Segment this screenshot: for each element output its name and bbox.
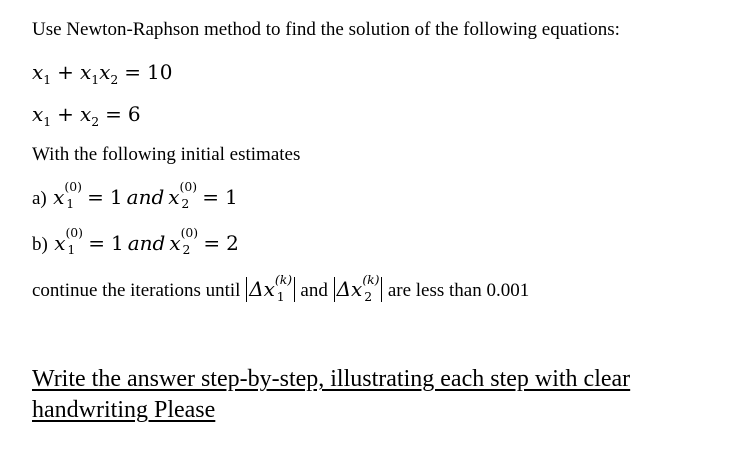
estimate-b-x1-sup: (0) xyxy=(65,224,84,240)
estimate-a-val2: 1 xyxy=(225,185,238,209)
intro-text xyxy=(32,19,620,42)
estimate-a-and: and xyxy=(126,185,165,209)
estimate-b-eq1: = xyxy=(88,231,105,255)
estimate-a-x1-var: x xyxy=(53,185,65,209)
estimate-b-x2-indices xyxy=(180,224,199,258)
estimate-a-x1-sub: 1 xyxy=(66,196,75,212)
estimate-a-x1-indices xyxy=(64,178,82,212)
eq2-plus: + xyxy=(57,102,74,126)
eq1-x1-sub: 1 xyxy=(43,71,52,87)
estimate-b-x2-sub: 2 xyxy=(182,242,191,258)
estimate-b-val2: 2 xyxy=(226,231,239,255)
estimate-a-val1: 1 xyxy=(109,185,123,209)
eq2-rhs: 6 xyxy=(127,102,141,126)
estimate-b-eq2: = xyxy=(203,231,221,255)
eq2-x1-var: x xyxy=(32,102,44,126)
intro-label: Use Newton-Raphson method to find the solution of the following equations: xyxy=(32,19,620,40)
estimate-b xyxy=(32,224,239,258)
estimate-a-x2-sub: 2 xyxy=(181,196,190,212)
eq2-equals: = xyxy=(105,102,122,126)
instruction-block xyxy=(32,364,712,426)
estimate-a-x2-sup: (0) xyxy=(179,178,198,194)
estimate-a-x1-sup: (0) xyxy=(64,178,82,194)
eq2-x2-sub: 2 xyxy=(91,113,100,129)
estimate-b-and: and xyxy=(127,231,166,255)
eq1-plus: + xyxy=(57,60,74,84)
delta-x2-sup: (k) xyxy=(362,271,380,287)
delta-x1-abs xyxy=(246,271,294,305)
estimate-b-x1-indices xyxy=(65,224,84,258)
stop-condition xyxy=(32,271,530,305)
estimate-a xyxy=(32,178,238,212)
stop-condition-suffix: are less than 0.001 xyxy=(387,280,530,301)
eq1-x1-var: x xyxy=(32,60,44,84)
estimate-b-x1-sub: 1 xyxy=(67,242,76,258)
estimate-a-x2-indices xyxy=(179,178,198,212)
delta-x1-sub: 1 xyxy=(276,289,285,305)
eq1-t1-sub: 1 xyxy=(91,71,100,87)
estimate-b-val1: 1 xyxy=(110,231,124,255)
equation-2 xyxy=(32,102,141,129)
estimate-b-label: b) xyxy=(32,234,48,255)
eq1-t1-var: x xyxy=(79,60,92,84)
estimates-intro-label: With the following initial estimates xyxy=(32,144,301,165)
estimate-b-x2-sup: (0) xyxy=(180,224,199,240)
delta-x2-symbol: Δx xyxy=(336,277,363,301)
estimate-a-eq2: = xyxy=(202,185,220,209)
equation-1 xyxy=(32,60,173,87)
delta-x2-abs xyxy=(334,271,382,305)
stop-condition-prefix: continue the iterations until xyxy=(32,280,241,301)
estimate-a-x2-var: x xyxy=(168,185,180,209)
estimate-b-x2-var: x xyxy=(169,231,181,255)
eq1-rhs: 10 xyxy=(147,60,173,84)
delta-x1-symbol: Δx xyxy=(249,277,275,301)
estimate-a-label: a) xyxy=(32,188,47,209)
eq1-equals: = xyxy=(124,60,142,84)
eq2-x1-sub: 1 xyxy=(43,113,52,129)
eq1-t2-var: x xyxy=(99,60,111,84)
estimate-b-x1-var: x xyxy=(54,231,66,255)
delta-x2-sub: 2 xyxy=(364,289,373,305)
delta-x1-indices xyxy=(274,271,293,305)
estimate-a-eq1: = xyxy=(87,185,104,209)
delta-x2-indices xyxy=(362,271,380,305)
delta-x1-sup: (k) xyxy=(274,271,293,287)
stop-condition-and: and xyxy=(300,280,328,301)
instruction-line-2: handwriting Please xyxy=(32,397,216,424)
eq1-t2-sub: 2 xyxy=(110,71,119,87)
instruction-line-1: Write the answer step-by-step, illustrating each step with clear xyxy=(32,366,631,392)
eq2-x2-var: x xyxy=(79,102,92,126)
estimates-intro xyxy=(32,144,300,167)
